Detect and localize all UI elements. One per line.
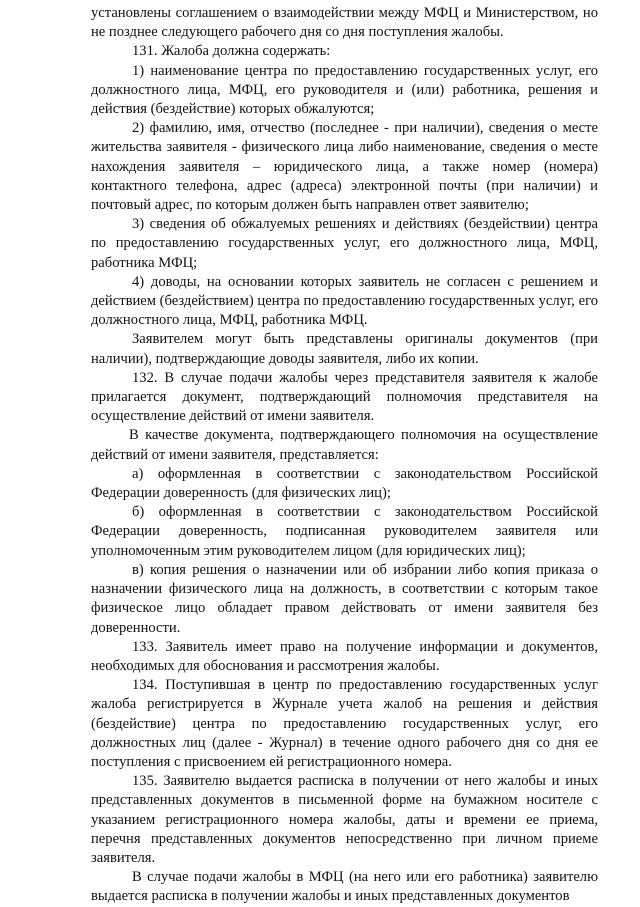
paragraph-131-item-2: 2) фамилию, имя, отчество (последнее - при наличии), сведения о месте жительства заявителя - физического лица либо наименование, сведения о месте нахождения заявителя – юридического лица, а также номер (номера) контактного телефона, адрес (адреса) электронной почты (при наличии) и почтовый адрес, по которым должен быть направлен ответ заявителю; (91, 120, 598, 214)
paragraph-mfc-receipt: В случае подачи жалобы в МФЦ (на него или его работника) заявителю выдается расписка в получении жалобы и иных представленных документов (91, 869, 598, 905)
paragraph-132-item-v: в) копия решения о назначении или об избрании либо копия приказа о назначении физического лица на должность, в соответствии с которым такое физическое лицо обладает правом действовать от имени заявителя без доверенности. (91, 561, 598, 636)
paragraph-135: 135. Заявителю выдается расписка в получении от него жалобы и иных представленных документов в письменной форме на бумажном носителе с указанием регистрационного номера жалобы, даты и времени ее приема, перечня представленных документов непосредственно при личном приеме заявителя. (91, 773, 598, 866)
paragraph-131: 131. Жалоба должна содержать: (132, 43, 331, 60)
paragraph-132-item-a: а) оформленная в соответствии с законодательством Российской Федерации доверенность (для физических лиц); (91, 465, 598, 502)
paragraph-continuation: установлены соглашением о взаимодействии между МФЦ и Министерством, но не позднее следующего рабочего дня со дня поступления жалобы. (91, 5, 598, 41)
paragraph-132-item-b: б) оформленная в соответствии с законодательством Российской Федерации доверенность, подписанная руководителем заявителя или уполномоченным этим руководителем лицом (для юридических лиц); (91, 504, 598, 559)
paragraph-131-item-1: 1) наименование центра по предоставлению государственных услуг, его должностного лица, МФЦ, его руководителя и (или) работника, решения и действия (бездействие) которых обжалуются; (91, 62, 598, 118)
paragraph-originals: Заявителем могут быть представлены оригиналы документов (при наличии), подтверждающие доводы заявителя, либо их копии. (91, 331, 598, 367)
paragraph-133: 133. Заявитель имеет право на получение информации и документов, необходимых для обоснования и рассмотрения жалобы. (91, 638, 598, 674)
paragraph-131-item-4: 4) доводы, на основании которых заявитель не согласен с решением и действием (бездействием) центра по предоставлению государственных услуг, его должностного лица, МФЦ, работника МФЦ. (91, 273, 598, 329)
paragraph-131-item-3: 3) сведения об обжалуемых решениях и действиях (бездействии) центра по предоставлению государственных услуг, его должностного лица, МФЦ, работника МФЦ; (91, 216, 598, 271)
paragraph-134: 134. Поступившая в центр по предоставлению государственных услуг жалоба регистрируется в Журнале учета жалоб на решения и действия (бездействие) центра по предоставлению государственных услуг, его должностных лиц (далее - Журнал) в течение одного рабочего дня со дня ее поступления с присвоением ей регистрационного номера. (91, 677, 598, 770)
paragraph-132-intro: В качестве документа, подтверждающего полномочия на осуществление действий от имени заявителя, представляется: (91, 427, 598, 463)
paragraph-132: 132. В случае подачи жалобы через представителя заявителя к жалобе прилагается документ, подтверждающий полномочия представителя на осуществление действий от имени заявителя. (91, 369, 598, 425)
